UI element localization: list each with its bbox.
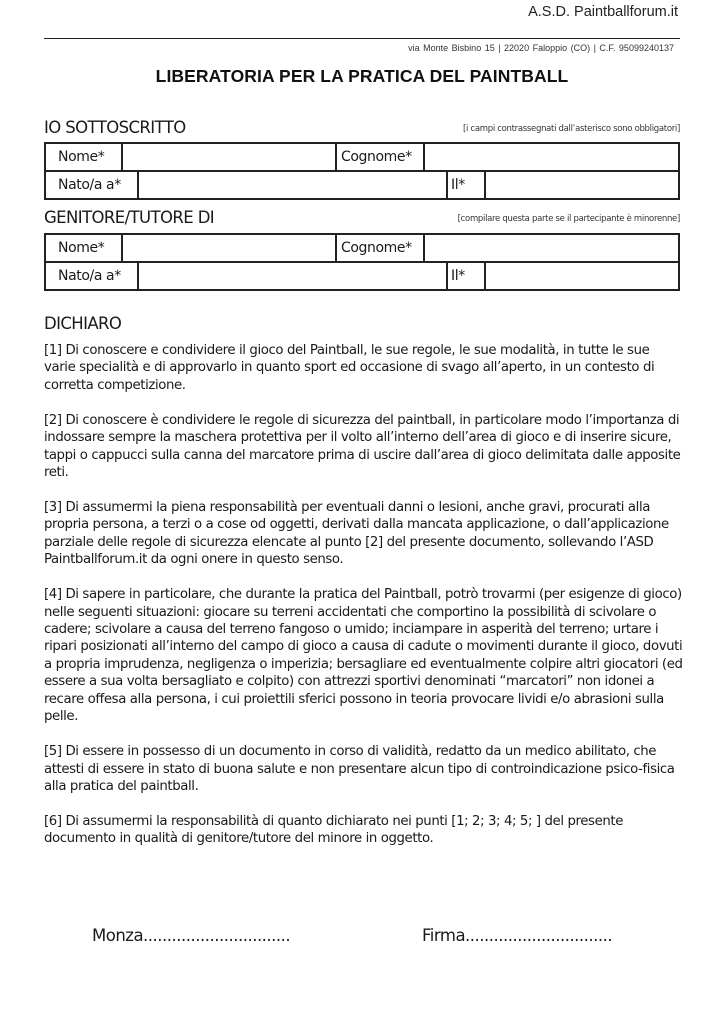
- signature-place: Monza...............................: [92, 926, 291, 945]
- self-nome-input[interactable]: [123, 144, 335, 170]
- guardian-form-row-name: [46, 235, 678, 263]
- self-date-label-cell: [446, 172, 484, 198]
- section-note-self: [i campi contrassegnati dall’asterisco sono obbligatori]: [462, 124, 680, 134]
- guardian-nome-input[interactable]: [123, 235, 335, 261]
- signature-field: Firma...............................: [422, 926, 613, 945]
- self-cognome-label-cell: [335, 144, 423, 170]
- header-divider: [44, 38, 680, 39]
- guardian-date-field-cell: [484, 263, 678, 289]
- self-cognome-input[interactable]: [425, 144, 678, 170]
- self-form-row-birth: [46, 172, 678, 198]
- section-heading-self: IO SOTTOSCRITTO: [44, 118, 186, 137]
- guardian-nome-label-cell: [46, 235, 121, 261]
- section-note-guardian: [compilare questa parte se il partecipante è minorenne]: [457, 214, 680, 224]
- declaration-paragraph-3: [3] Di assumermi la piena responsabilità per eventuali danni o lesioni, anche gravi, procurati alla propria persona, a terzi o a cose od oggetti, derivati dalla mancata applicazione, o dall’applicazione parziale delle regole di sicurezza elencate al punto [2] del presente documento, sollevando l’ASD Paintballforum.it da ogni onere in questo senso.: [44, 500, 669, 568]
- declaration-paragraph-5: [5] Di essere in possesso di un documento in corso di validità, redatto da un medico abilitato, che attesti di essere in stato di buona salute e non presentare alcun tipo di controindicazione psico-fisica alla pratica del paintball.: [44, 744, 675, 794]
- self-birthplace-input[interactable]: [139, 172, 446, 198]
- guardian-cognome-field-cell: [423, 235, 678, 261]
- guardian-nato-label-cell: [46, 263, 137, 289]
- guardian-nato-label: Nato/a a*: [58, 268, 121, 284]
- guardian-date-label-cell: [446, 263, 484, 289]
- guardian-birthdate-input[interactable]: [486, 263, 678, 289]
- self-nome-field-cell: [121, 144, 335, 170]
- guardian-date-label: Il*: [451, 268, 465, 284]
- self-nome-label: Nome*: [58, 149, 105, 165]
- declaration-paragraph-4: [4] Di sapere in particolare, che durante la pratica del Paintball, potrò trovarmi (per esigenze di gioco) nelle seguenti situazioni: giocare su terreni accidentati che comportino la possibilità di scivolare o cadere; scivolare a causa del terreno fangoso o umido; inciampare in asperità del terreno; urtare i ripari posizionati all’interno del campo di gioco a causa di cadute o movimenti durante il gioco, dovuti a propria imprudenza, negligenza o imperizia; bersagliare ed eventualmente colpire altri giocatori (ed essere a sua volta bersagliato e colpito) con attrezzi sportivi denominati “marcatori” non idonei a recare offesa alla persona, i cui proiettili sferici possono in teoria provocare lividi e/o abrasioni sulla pelle.: [44, 587, 683, 725]
- self-cognome-field-cell: [423, 144, 678, 170]
- self-nome-label-cell: [46, 144, 121, 170]
- guardian-cognome-label-cell: [335, 235, 423, 261]
- declaration-heading: DICHIARO: [44, 314, 122, 333]
- declaration-paragraph-1: [1] Di conoscere e condividere il gioco del Paintball, le sue regole, le sue modalità, in tutte le sue varie specialità e di approvarlo in quanto sport ed occasione di svago all’aperto, in un contesto di corretta competizione.: [44, 343, 655, 393]
- self-date-field-cell: [484, 172, 678, 198]
- guardian-nome-field-cell: [121, 235, 335, 261]
- self-form-row-name: [46, 144, 678, 172]
- declaration-paragraph-2: [2] Di conoscere è condividere le regole di sicurezza del paintball, in particolare modo l’importanza di indossare sempre la maschera protettiva per il volto all’interno dell’area di gioco e di inserire sicure, tappi o cappucci sulla canna del marcatore prima di uscire dall’area di gioco delimitata dalle apposite reti.: [44, 412, 681, 481]
- guardian-form-table: [44, 233, 680, 291]
- declaration-paragraph-6: [6] Di assumermi la responsabilità di quanto dichiarato nei punti [1; 2; 3; 4; 5; ] del presente documento in qualità di genitore/tutore del minore in oggetto.: [44, 813, 623, 847]
- self-form-table: [44, 142, 680, 200]
- declaration-body: [44, 342, 684, 865]
- guardian-nome-label: Nome*: [58, 240, 105, 256]
- guardian-cognome-label: Cognome*: [341, 240, 412, 256]
- organization-name: A.S.D. Paintballforum.it: [528, 4, 678, 20]
- guardian-birthplace-input[interactable]: [139, 263, 446, 289]
- self-nato-field-cell: [137, 172, 446, 198]
- organization-address: via Monte Bisbino 15 | 22020 Faloppio (CO) | C.F. 95099240137: [408, 43, 674, 53]
- guardian-nato-field-cell: [137, 263, 446, 289]
- self-nato-label: Nato/a a*: [58, 177, 121, 193]
- section-heading-guardian: GENITORE/TUTORE DI: [44, 208, 215, 227]
- self-date-label: Il*: [451, 177, 465, 193]
- document-title: LIBERATORIA PER LA PRATICA DEL PAINTBALL: [155, 66, 569, 86]
- guardian-cognome-input[interactable]: [425, 235, 678, 261]
- self-nato-label-cell: [46, 172, 137, 198]
- self-birthdate-input[interactable]: [486, 172, 678, 198]
- guardian-form-row-birth: [46, 263, 678, 289]
- self-cognome-label: Cognome*: [341, 149, 412, 165]
